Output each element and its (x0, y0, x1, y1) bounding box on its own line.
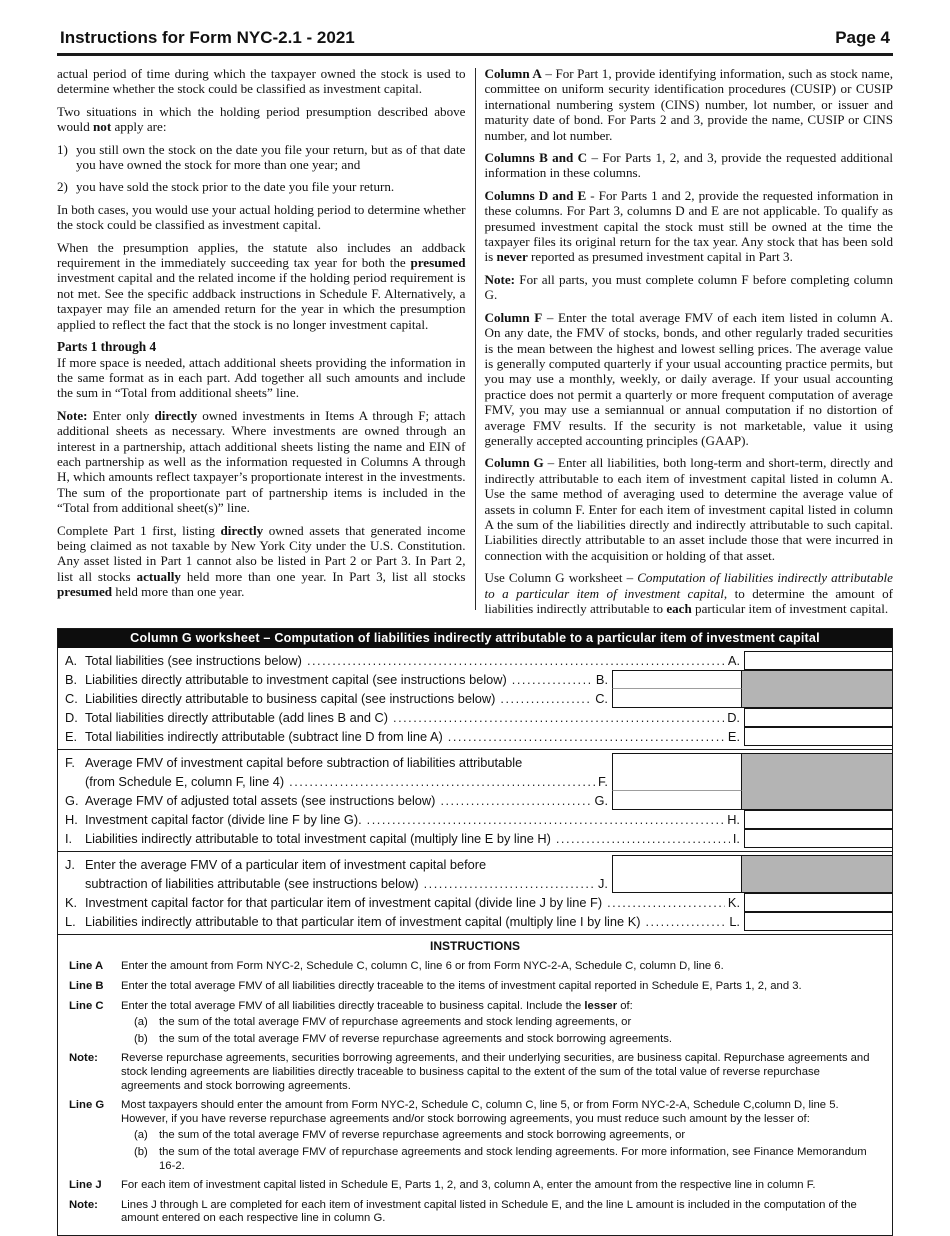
worksheet-row (58, 912, 892, 931)
row-letter: D. (727, 710, 740, 726)
instruction-item (58, 1000, 892, 1014)
body-columns (57, 66, 893, 616)
worksheet-row (58, 791, 892, 810)
dotted-leader (646, 912, 727, 931)
list-item-marker: 1) (57, 141, 68, 157)
shaded-cell (742, 689, 892, 708)
instruction-subitem (58, 1146, 892, 1173)
row-label (58, 708, 724, 727)
instruction-item (58, 980, 892, 994)
list-item (57, 142, 466, 173)
paragraph: Note: For all parts, you must complete column F before completing column G. (484, 271, 893, 303)
page-header (57, 24, 893, 56)
row-label-line (65, 753, 595, 772)
instruction-subitem (58, 1129, 892, 1143)
paragraph: Two situations in which the holding period presumption described above would not apply are: (57, 103, 466, 135)
row-label (58, 855, 595, 893)
instruction-text: Most taxpayers should enter the amount from Form NYC-2, Schedule C, column C, line 5, or from Form NYC-2-A, Schedule C,column D, line 5. However, if you have reverse repurchase agreements and/or stock borrowing agreements, you must reduce such amount by the lesser of: (121, 1099, 839, 1125)
row-label-text: subtraction of liabilities attributable (see instructions below) (85, 876, 419, 892)
instructions-title: INSTRUCTIONS (58, 934, 892, 954)
instruction-subitem (58, 1033, 892, 1047)
instruction-label: Line C (69, 999, 104, 1012)
section-divider (58, 851, 892, 852)
row-label-text: Total liabilities directly attributable (add lines B and C) (85, 710, 389, 726)
dotted-leader (607, 893, 725, 912)
shaded-cell (742, 670, 892, 689)
entry-field[interactable] (744, 829, 892, 848)
page-title: Instructions for Form NYC-2.1 - 2021 (60, 28, 355, 47)
row-label (58, 753, 595, 791)
instruction-item (58, 1099, 892, 1126)
instruction-item (58, 1052, 892, 1093)
row-letter: A. (65, 653, 78, 669)
row-label-text: Liabilities directly attributable to investment capital (see instructions below) (85, 672, 507, 688)
worksheet-row (58, 855, 892, 893)
instruction-text: Reverse repurchase agreements, securities borrowing agreements, and their underlying securities, are business capital. Repurchase agreements and stock lending agreements are liabilities directly traceable to business capital to the extent of the sum of the total value of reverse repurchase agreements and stock borrowing agreements. (121, 1052, 870, 1092)
entry-field[interactable] (612, 753, 742, 791)
dotted-leader (500, 689, 592, 708)
row-letter: G. (594, 793, 608, 809)
instruction-item (58, 960, 892, 974)
instruction-label: Note: (69, 1198, 98, 1211)
worksheet-row (58, 689, 892, 708)
row-label-line (65, 727, 725, 746)
instruction-item (58, 1199, 892, 1226)
dotted-leader (556, 829, 730, 848)
row-label-text: Investment capital factor (divide line F by line G). (85, 812, 362, 828)
column-g-worksheet (57, 628, 893, 1236)
row-label-text: Total liabilities indirectly attributable (subtract line D from line A) (85, 729, 443, 745)
subitem-text: the sum of the total average FMV of reverse repurchase agreements and stock borrowing agreements. (159, 1032, 673, 1045)
paragraph: Note: Enter only directly owned investments in Items A through F; attach additional sheets as necessary. Where investments are owned through an interest in a partnership, attach additional sheets listing the name and EIN of each partnership as well as the information requested in Columns A through H, which amounts reflect taxpayer’s proportionate interest in the investments. The sum of the proportionate part of partnership items is included in the “Total from additional sheet(s)” line. (57, 407, 466, 516)
instruction-label: Line G (69, 1099, 105, 1112)
paragraph: Column A – For Part 1, provide identifying information, such as stock name, committee on uniform security identification procedures (CUSIP) or CUSIP international numbering system (CINS) number, lot number, or issuer and maturity date of bond. For Parts 2 and 3, provide the name, CUSIP or CINS number, and lot number. (484, 66, 893, 143)
subitem-marker: (a) (134, 1016, 148, 1029)
shaded-cell (742, 791, 892, 810)
paragraph: Use Column G worksheet – Computation of liabilities indirectly attributable to a particular item of investment capital, to determine the amount of liabilities indirectly attributable to each particular item of investment capital. (484, 570, 893, 616)
entry-field[interactable] (744, 708, 892, 727)
instruction-label: Line B (69, 980, 104, 992)
column-divider (475, 68, 476, 610)
subitem-text: the sum of the total average FMV of repurchase agreements and stock lending agreements. For more information, see Finance Memorandum 16-2. (159, 1145, 867, 1172)
shaded-cell (742, 855, 892, 893)
instructions-list (58, 960, 892, 1235)
list-item-marker: 2) (57, 179, 68, 195)
row-label-line (65, 912, 726, 931)
row-label-line (65, 810, 724, 829)
dotted-leader (307, 651, 725, 670)
section-heading: Parts 1 through 4 (57, 339, 157, 355)
row-letter: L. (65, 914, 76, 930)
entry-field[interactable] (612, 689, 742, 708)
worksheet-row (58, 670, 892, 689)
instruction-text: Enter the total average FMV of all liabilities directly traceable to business capital. Include the lesser of: (121, 999, 633, 1012)
row-letter: A. (727, 653, 740, 669)
paragraph: Columns B and C – For Parts 1, 2, and 3, provide the requested additional information in these columns. (484, 150, 893, 181)
row-letter: E. (65, 729, 78, 745)
paragraph: actual period of time during which the taxpayer owned the stock is used to determine whether the stock could be classified as investment capital. (57, 66, 466, 97)
row-letter: E. (727, 729, 740, 745)
entry-field[interactable] (744, 912, 892, 931)
instruction-text: For each item of investment capital listed in Schedule E, Parts 1, 2, and 3, column A, enter the amount from the respective line in column F. (121, 1179, 816, 1192)
row-label-text: Total liabilities (see instructions below) (85, 653, 302, 669)
row-letter: B. (65, 672, 78, 688)
dotted-leader (440, 791, 591, 810)
row-label-line (65, 791, 591, 810)
list-item-text: you still own the stock on the date you file your return, but as of that date you have owned the stock for more than one year; and (76, 141, 466, 173)
paragraph: Complete Part 1 first, listing directly owned assets that generated income being claimed as not taxable by New York City under the U.S. Constitution. Any asset listed in Part 1 cannot also be listed in Part 2 or Part 3. In Part 2, list all stocks actually held more than one year. In Part 3, list all stocks presumed held more than one year. (57, 522, 466, 600)
shaded-cell (742, 753, 892, 791)
row-label (58, 689, 592, 708)
row-letter: K. (65, 895, 78, 911)
subitem-marker: (a) (134, 1129, 148, 1142)
row-label-text: Enter the average FMV of a particular item of investment capital before (85, 857, 487, 873)
row-letter: L. (729, 914, 740, 930)
instruction-label: Note: (69, 1052, 98, 1065)
worksheet-row (58, 727, 892, 746)
instruction-label: Line A (69, 960, 104, 973)
row-label (58, 651, 725, 670)
worksheet-row (58, 810, 892, 829)
row-label-text: Investment capital factor for that particular item of investment capital (divide line J by line F) (85, 895, 603, 911)
entry-field[interactable] (612, 670, 742, 689)
row-letter: I. (65, 831, 73, 847)
worksheet-row (58, 829, 892, 848)
worksheet-row (58, 753, 892, 791)
subitem-text: the sum of the total average FMV of repurchase agreements and stock lending agreements, or (159, 1016, 632, 1029)
row-label-line (65, 670, 593, 689)
row-label-text: Liabilities indirectly attributable to total investment capital (multiply line E by line H) (85, 831, 551, 847)
dotted-leader (424, 874, 595, 893)
instruction-text: Enter the total average FMV of all liabilities directly traceable to the items of investment capital reported in Schedule E, Parts 1, 2, and 3. (121, 980, 802, 992)
row-letter: J. (65, 857, 75, 873)
paragraph: In both cases, you would use your actual holding period to determine whether the stock could be classified as investment capital. (57, 201, 466, 233)
row-label (58, 893, 725, 912)
paragraph: If more space is needed, attach additional sheets providing the information in the same format as in each part. Add together all such amounts and include the sum in “Total from additional sheets” line. (57, 354, 466, 401)
left-column (57, 66, 466, 616)
row-label-text: Average FMV of investment capital before subtraction of liabilities attributable (85, 755, 523, 771)
worksheet-row (58, 708, 892, 727)
row-label-text: (from Schedule E, column F, line 4) (85, 774, 285, 790)
row-label (58, 829, 730, 848)
section-divider (58, 749, 892, 750)
row-label (58, 912, 726, 931)
instruction-subitem (58, 1016, 892, 1030)
row-letter: F. (598, 774, 608, 790)
row-letter: B. (595, 672, 608, 688)
row-letter: D. (65, 710, 78, 726)
right-column (485, 66, 894, 616)
entry-field[interactable] (744, 651, 892, 670)
page-number: Page 4 (835, 28, 890, 47)
row-label (58, 670, 593, 689)
list-item (57, 179, 466, 194)
row-letter: C. (595, 691, 608, 707)
entry-field[interactable] (744, 727, 892, 746)
row-letter: G. (65, 793, 79, 809)
entry-field[interactable] (612, 791, 742, 810)
row-letter: C. (65, 691, 78, 707)
row-label-line (65, 829, 730, 848)
entry-field[interactable] (612, 855, 742, 893)
row-letter: K. (727, 895, 740, 911)
worksheet-title: Column G worksheet – Computation of liabilities indirectly attributable to a particular item of investment capital (58, 629, 892, 648)
worksheet-rows (58, 648, 892, 931)
paragraph: Column G – Enter all liabilities, both long-term and short-term, directly and indirectly attributable to each item of investment capital listed in column A. Use the same method of averaging used to determine the average value of assets in column F. Enter for each item of investment capital listed in column A the sum of the liabilities directly and indirectly attributable to such capital. Liabilities directly attributable to an asset include those that were incurred in connection with the acquisition or holding of that asset. (484, 455, 893, 563)
row-letter: F. (65, 755, 75, 771)
row-label-line (65, 772, 595, 791)
row-label (58, 727, 725, 746)
row-label-line (65, 874, 595, 893)
subitem-marker: (b) (134, 1145, 148, 1158)
dotted-leader (393, 708, 724, 727)
row-label-text: Average FMV of adjusted total assets (see instructions below) (85, 793, 436, 809)
row-label-text: Liabilities directly attributable to business capital (see instructions below) (85, 691, 496, 707)
row-label (58, 810, 724, 829)
row-letter: I. (732, 831, 740, 847)
subitem-text: the sum of the total average FMV of reverse repurchase agreements and stock borrowing agreements, or (159, 1129, 686, 1142)
instruction-text: Lines J through L are completed for each item of investment capital listed in Schedule E, and the line L amount is included in the computation of the amount entered on each respective line in column G. (121, 1198, 857, 1225)
row-label-line (65, 893, 725, 912)
row-letter: H. (727, 812, 740, 828)
dotted-leader (367, 810, 725, 829)
row-letter: J. (598, 876, 608, 892)
instruction-text: Enter the amount from Form NYC-2, Schedule C, column C, line 6 or from Form NYC-2-A, Schedule C, column D, line 6. (121, 960, 724, 973)
row-letter: H. (65, 812, 78, 828)
paragraph: When the presumption applies, the statute also includes an addback requirement in the immediately succeeding tax year for both the presumed investment capital and the related income if the holding period requirement is not met. See the specific addback instructions in Schedule F. Alternatively, a taxpayer may file an amended return for the year in which the presumption applied to reflect the fact that the stock is no longer investment capital. (57, 239, 466, 332)
worksheet-row (58, 893, 892, 912)
row-label-text: Liabilities indirectly attributable to that particular item of investment capital (multiply line I by line K) (85, 914, 641, 930)
worksheet-row (58, 651, 892, 670)
paragraph: Columns D and E - For Parts 1 and 2, provide the requested information in these columns. For Part 3, columns D and E are not applicable. To qualify as presumed investment capital the stock must still be owned at the time the taxpayer files its original return for the tax year. Any stock that has been sold is never reported as presumed investment capital in Part 3. (484, 187, 893, 265)
row-label (58, 791, 591, 810)
instruction-label: Line J (69, 1179, 102, 1192)
entry-field[interactable] (744, 893, 892, 912)
row-label-line (65, 855, 595, 874)
row-label-line (65, 651, 725, 670)
row-label-line (65, 708, 724, 727)
row-label-line (65, 689, 592, 708)
entry-field[interactable] (744, 810, 892, 829)
paragraph: Column F – Enter the total average FMV of each item listed in column A. On any date, the FMV of stocks, bonds, and other regularly traded securities is the mean between the highest and lowest selling prices. The average value is generally computed quarterly if your usual accounting practice permits, but you may use a monthly, weekly, or daily average. If your usual accounting practice does not permit a quarterly or more frequent computation of average FMV, you may use a semiannual or annual computation if no distortion of average FMV results. If the security is not marketable, value it using generally accepted accounting principles (GAAP). (484, 309, 893, 448)
list-item-text: you have sold the stock prior to the date you file your return. (76, 179, 395, 195)
dotted-leader (512, 670, 593, 689)
dotted-leader (448, 727, 725, 746)
subitem-marker: (b) (134, 1032, 148, 1045)
instruction-item (58, 1179, 892, 1193)
dotted-leader (289, 772, 595, 791)
